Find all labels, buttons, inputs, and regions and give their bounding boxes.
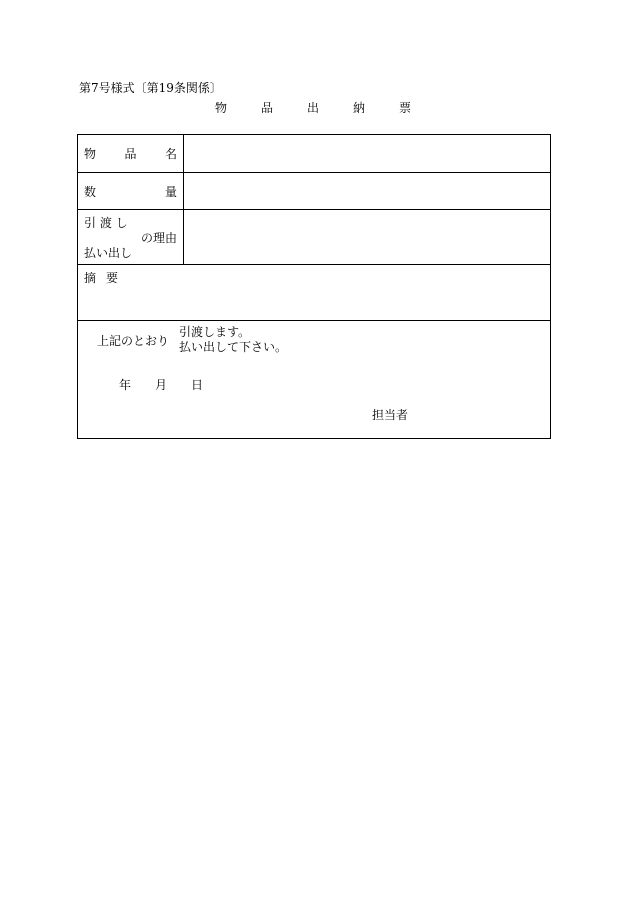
remarks-label [84, 270, 128, 286]
quantity-field[interactable] [184, 173, 550, 209]
label-char: 名 [164, 147, 177, 161]
item-name-label-cell [78, 135, 184, 172]
label-char: 量 [164, 185, 177, 199]
label-char: 要 [106, 271, 119, 285]
remarks-row[interactable] [78, 265, 550, 321]
title-char: 出 [307, 101, 320, 115]
title-char: 納 [353, 101, 366, 115]
item-name-field[interactable] [184, 135, 550, 172]
title-char: 品 [261, 101, 274, 115]
day-label: 日 [191, 378, 204, 392]
label-char: 摘 [84, 271, 97, 285]
staff-label: 担当者 [372, 408, 409, 422]
quantity-label [84, 184, 177, 200]
quantity-label-cell [78, 173, 184, 209]
closing-action-payout: 払い出して下さい。 [179, 340, 288, 354]
closing-action-deliver: 引渡します。 [179, 325, 251, 339]
reason-label-cell [78, 210, 184, 264]
reason-row [78, 210, 550, 265]
form-number-label: 第7号様式〔第19条関係〕 [79, 81, 222, 95]
closing-intro: 上記のとおり [97, 334, 170, 348]
reason-label-payout: 払い出し [84, 246, 133, 260]
item-name-row [78, 135, 550, 173]
reason-label-delivery: 引 渡 し [84, 216, 128, 230]
reason-label-reason: の理由 [140, 231, 177, 245]
year-label: 年 [119, 378, 132, 392]
title-char: 物 [215, 101, 228, 115]
quantity-row [78, 173, 550, 210]
item-name-label [84, 146, 177, 162]
label-char: 品 [124, 147, 137, 161]
form-table [77, 134, 551, 439]
date-line [119, 377, 227, 393]
document-title [215, 100, 445, 116]
month-label: 月 [155, 378, 168, 392]
title-char: 票 [399, 101, 412, 115]
closing-section [78, 321, 550, 438]
label-char: 物 [84, 147, 97, 161]
label-char: 数 [84, 185, 97, 199]
reason-field[interactable] [184, 210, 550, 264]
